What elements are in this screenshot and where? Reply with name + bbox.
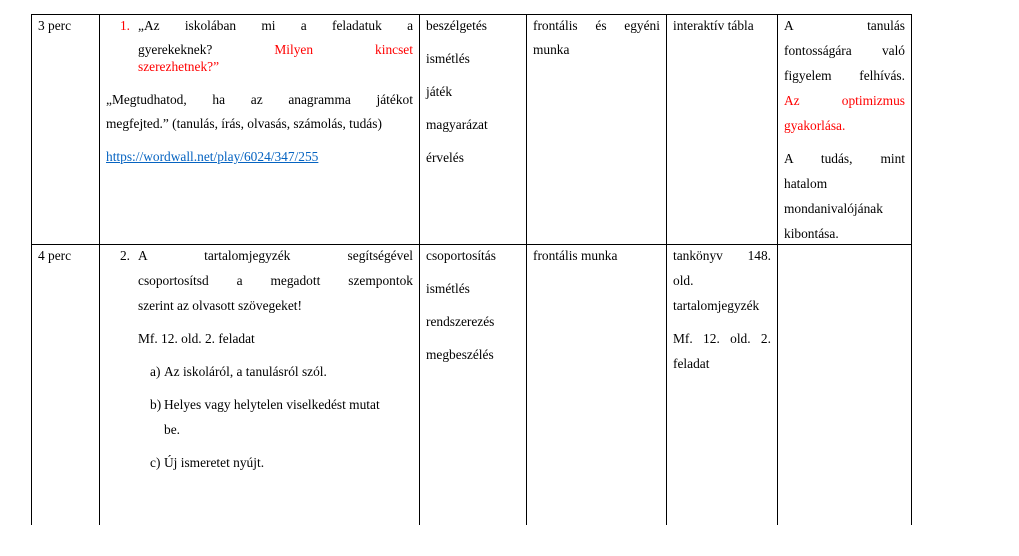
wordwall-link[interactable]: https://wordwall.net/play/6024/347/255 bbox=[106, 149, 319, 164]
organization-cell bbox=[527, 15, 667, 245]
tools-cell bbox=[667, 244, 778, 525]
time-label: 4 perc bbox=[38, 247, 72, 263]
lesson-plan-table bbox=[31, 14, 912, 525]
time-label: 3 perc bbox=[38, 18, 72, 33]
goal-line: Az optimizmus bbox=[784, 93, 905, 108]
table-row bbox=[32, 244, 912, 525]
task-question-line: szerezhetnek?” bbox=[138, 59, 220, 74]
method-item: megbeszélés bbox=[426, 346, 494, 362]
time-cell bbox=[32, 15, 100, 245]
list-item-letter: a) bbox=[150, 363, 161, 379]
goal-line: hatalom bbox=[784, 176, 828, 191]
goal-cell bbox=[778, 244, 912, 525]
list-item bbox=[106, 363, 413, 380]
tools-line: feladat bbox=[673, 355, 710, 371]
task-reference: Mf. 12. old. 2. feladat bbox=[138, 330, 255, 346]
tools-line: tankönyv 148. bbox=[673, 247, 771, 263]
method-item: beszélgetés bbox=[426, 18, 487, 33]
method-item: rendszerezés bbox=[426, 313, 495, 329]
task-line: A tartalomjegyzék segítségével bbox=[138, 247, 413, 263]
numbered-task bbox=[106, 247, 413, 347]
goal-cell bbox=[778, 15, 912, 245]
task-question-line: „Az iskolában mi a feladatuk a bbox=[138, 18, 414, 33]
list-item-text: be. bbox=[164, 421, 180, 437]
task-question-line: gyerekeknek? Milyen kincset bbox=[138, 42, 413, 57]
organization-cell bbox=[527, 244, 667, 525]
organization-line: munka bbox=[533, 42, 570, 57]
task-line: csoportosítsd a megadott szempontok bbox=[138, 272, 413, 288]
tools-line: Mf. 12. old. 2. bbox=[673, 330, 771, 346]
method-item: ismétlés bbox=[426, 280, 470, 296]
numbered-task bbox=[106, 17, 413, 75]
methods-cell bbox=[420, 15, 527, 245]
task-cell bbox=[100, 244, 420, 525]
anagram-words: megfejted.” (tanulás, írás, olvasás, számolás, tudás) bbox=[106, 116, 382, 131]
goal-line: A tanulás bbox=[784, 18, 905, 33]
method-item: érvelés bbox=[426, 150, 464, 165]
table-row bbox=[32, 15, 912, 245]
time-cell bbox=[32, 244, 100, 525]
list-item-text: Új ismeretet nyújt. bbox=[164, 454, 265, 470]
goal-line: figyelem felhívás. bbox=[784, 68, 905, 83]
goal-line: gyakorlása. bbox=[784, 118, 846, 133]
method-item: magyarázat bbox=[426, 117, 488, 132]
anagram-paragraph: „Megtudhatod, ha az anagramma játékot bbox=[106, 92, 413, 107]
list-item-letter: c) bbox=[150, 454, 161, 470]
list-item-text: Az iskoláról, a tanulásról szól. bbox=[164, 363, 327, 379]
method-item: játék bbox=[426, 84, 453, 99]
task-line: szerint az olvasott szövegeket! bbox=[138, 297, 302, 313]
method-item: csoportosítás bbox=[426, 247, 496, 263]
list-item bbox=[106, 396, 413, 438]
list-item-letter: b) bbox=[150, 396, 162, 412]
goal-line: kibontása. bbox=[784, 226, 839, 241]
tools-label: interaktív tábla bbox=[673, 18, 754, 33]
list-item bbox=[106, 454, 413, 471]
task-number: 2. bbox=[119, 247, 130, 263]
tools-line: tartalomjegyzék bbox=[673, 297, 760, 313]
goal-line: fontosságára való bbox=[784, 43, 905, 58]
tools-line: old. bbox=[673, 272, 694, 288]
list-item-text: Helyes vagy helytelen viselkedést mutat bbox=[164, 396, 380, 412]
task-number: 1. bbox=[119, 18, 130, 33]
organization-label: frontális munka bbox=[533, 247, 618, 263]
tools-cell bbox=[667, 15, 778, 245]
method-item: ismétlés bbox=[426, 51, 470, 66]
task-cell bbox=[100, 15, 420, 245]
methods-cell bbox=[420, 244, 527, 525]
goal-line: A tudás, mint bbox=[784, 151, 905, 166]
organization-line: frontális és egyéni bbox=[533, 18, 660, 33]
goal-line: mondanivalójának bbox=[784, 201, 883, 216]
